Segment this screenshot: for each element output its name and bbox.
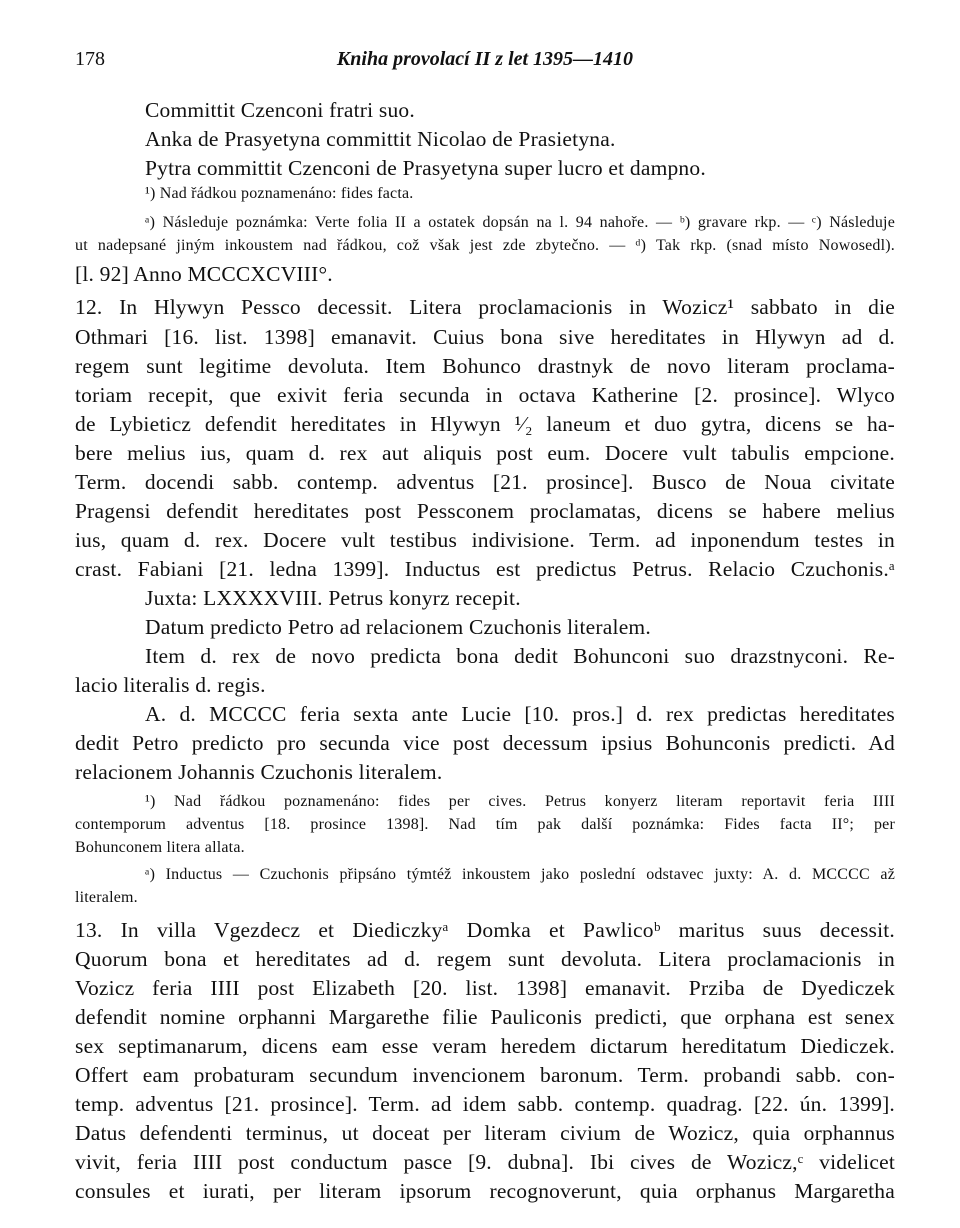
text-line: crast. Fabiani [21. ledna 1399]. Inductus est predictus Petrus. Relacio Czuchonis.ᵃ <box>75 557 895 581</box>
text-line: bere melius ius, quam d. rex aut aliquis post eum. Docere vult tabulis empcione. <box>75 441 895 465</box>
text-line: relacionem Johannis Czuchonis literalem. <box>75 760 443 784</box>
text-line: ᵃ) Inductus — Czuchonis připsáno týmtéž inkoustem jako poslední odstavec juxty: A. d. MCCCC až <box>145 866 895 883</box>
text-line: contemporum adventus [18. prosince 1398]. Nad tím pak další poznámka: Fides facta II°; per <box>75 816 895 833</box>
text-line: 13. In villa Vgezdecz et Diediczkyᵃ Domka et Pawlicoᵇ maritus suus decessit. <box>75 918 895 942</box>
text-line: ¹) Nad řádkou poznamenáno: fides facta. <box>145 185 414 202</box>
text-line: sex septimanarum, dicens eam esse veram heredem dictarum hereditatum Diediczek. <box>75 1034 895 1058</box>
text-line: ius, quam d. rex. Docere vult testibus indivisione. Term. ad inponendum testes in <box>75 528 895 552</box>
text-line: temp. adventus [21. prosince]. Term. ad idem sabb. contemp. quadrag. [22. ún. 1399]. <box>75 1092 895 1116</box>
text-line: Datus defendenti terminus, ut doceat per literam civium de Wozicz, quia orphannus <box>75 1121 895 1145</box>
page-number: 178 <box>75 48 105 70</box>
running-title: Kniha provolací II z let 1395—1410 <box>336 48 634 70</box>
text-line: Othmari [16. list. 1398] emanavit. Cuius bona sive hereditates in Hlywyn ad d. <box>75 325 895 349</box>
text-line: A. d. MCCCC feria sexta ante Lucie [10. pros.] d. rex predictas hereditates <box>145 702 895 726</box>
page-header <box>75 48 895 74</box>
text-line: lacio literalis d. regis. <box>75 673 266 697</box>
text-line: Committit Czenconi fratri suo. <box>145 98 415 122</box>
text-line: 12. In Hlywyn Pessco decessit. Litera proclamacionis in Wozicz¹ sabbato in die <box>75 295 895 319</box>
text-line: Item d. rex de novo predicta bona dedit Bohunconi suo drazstnyconi. Re- <box>145 644 895 668</box>
text-line: Offert eam probaturam secundum invencionem baronum. Term. probandi sabb. con- <box>75 1063 895 1087</box>
text-line: Term. docendi sabb. contemp. adventus [21. prosince]. Busco de Noua civitate <box>75 470 895 494</box>
text-line: Pragensi defendit hereditates post Pessconem proclamatas, dicens se habere melius <box>75 499 895 523</box>
text-line: defendit nomine orphanni Margarethe filie Pauliconis predicti, que orphana est senex <box>75 1005 895 1029</box>
text-line: Juxta: LXXXXVIII. Petrus konyrz recepit. <box>145 586 521 610</box>
text-line: de Lybieticz defendit hereditates in Hlywyn ¹⁄₂ laneum et duo gytra, dicens se ha- <box>75 412 895 436</box>
text-line: vivit, feria IIII post conductum pasce [9. dubna]. Ibi cives de Wozicz,ᶜ videlicet <box>75 1150 895 1174</box>
text-line: literalem. <box>75 889 138 906</box>
text-line: dedit Petro predicto pro secunda vice post decessum ipsius Bohunconis predicti. Ad <box>75 731 895 755</box>
text-line: Bohunconem litera allata. <box>75 839 245 856</box>
text-line: Vozicz feria IIII post Elizabeth [20. list. 1398] emanavit. Prziba de Dyediczek <box>75 976 895 1000</box>
text-line: ¹) Nad řádkou poznamenáno: fides per cives. Petrus konyerz literam reportavit feria IIII <box>145 793 895 810</box>
text-line: consules et iurati, per literam ipsorum recognoverunt, quia orphanus Margaretha <box>75 1179 895 1203</box>
text-line: [l. 92] Anno MCCCXCVIII°. <box>75 262 333 286</box>
text-line: Quorum bona et hereditates ad d. regem sunt devoluta. Litera proclamacionis in <box>75 947 895 971</box>
text-line: ᵃ) Následuje poznámka: Verte folia II a ostatek dopsán na l. 94 nahoře. — ᵇ) gravare rkp. — ᶜ) Následuje <box>145 214 895 231</box>
text-line: toriam recepit, que exivit feria secunda in octava Katherine [2. prosince]. Wlyco <box>75 383 895 407</box>
text-line: Datum predicto Petro ad relacionem Czuchonis literalem. <box>145 615 651 639</box>
text-line: ut nadepsané jiným inkoustem nad řádkou, což však jest zde zbytečno. — ᵈ) Tak rkp. (snad místo Nowosedl). <box>75 237 895 254</box>
text-line: Pytra committit Czenconi de Prasyetyna super lucro et dampno. <box>145 156 706 180</box>
text-line: Anka de Prasyetyna committit Nicolao de Prasietyna. <box>145 127 616 151</box>
text-line: regem sunt legitime devoluta. Item Bohunco drastnyk de novo literam proclama- <box>75 354 895 378</box>
